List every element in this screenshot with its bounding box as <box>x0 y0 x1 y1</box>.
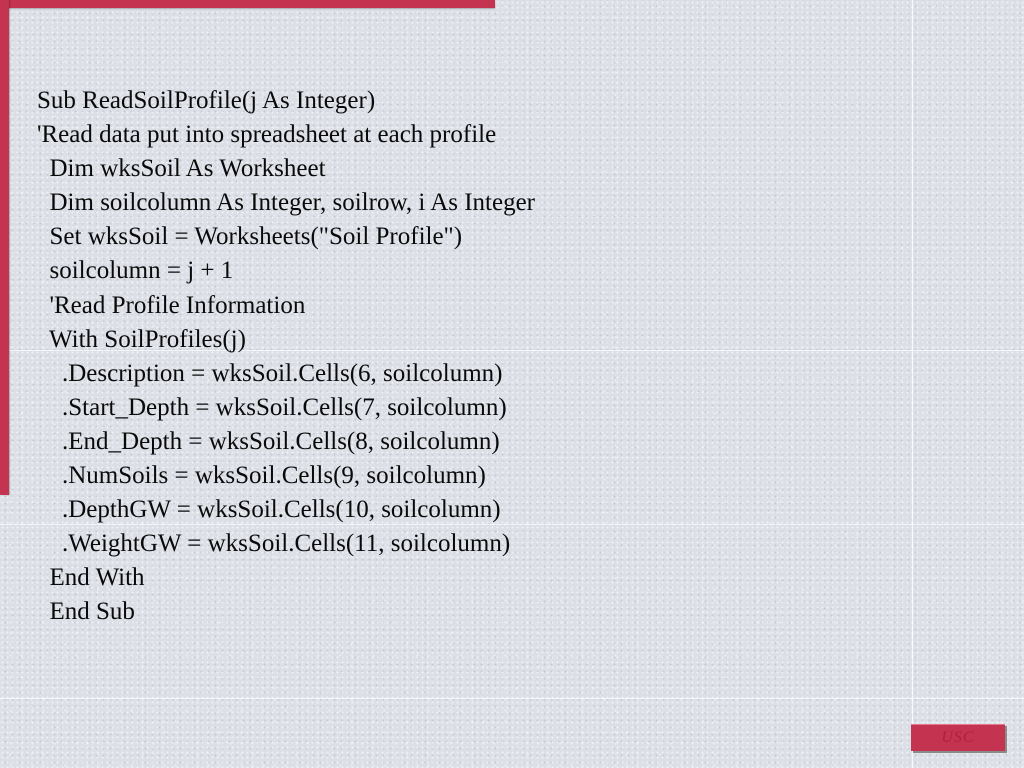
grid-line <box>0 698 1024 699</box>
code-line: .Start_Depth = wksSoil.Cells(7, soilcolumn) <box>37 393 507 421</box>
code-line: soilcolumn = j + 1 <box>37 257 234 285</box>
usc-badge-label: USC <box>941 729 975 746</box>
code-line: .NumSoils = wksSoil.Cells(9, soilcolumn) <box>37 462 486 490</box>
code-line: .WeightGW = wksSoil.Cells(11, soilcolumn) <box>37 530 511 558</box>
code-line: End Sub <box>37 598 135 626</box>
usc-badge[interactable] <box>911 724 1005 751</box>
grid-line <box>912 0 913 768</box>
code-block <box>37 84 897 630</box>
code-line: .Description = wksSoil.Cells(6, soilcolumn) <box>37 359 503 387</box>
code-line: Dim soilcolumn As Integer, soilrow, i As Integer <box>37 189 536 217</box>
code-line: With SoilProfiles(j) <box>37 325 246 353</box>
code-line: 'Read Profile Information <box>37 291 306 319</box>
code-line: Dim wksSoil As Worksheet <box>37 155 326 183</box>
code-line: .End_Depth = wksSoil.Cells(8, soilcolumn) <box>37 427 500 455</box>
code-line: .DepthGW = wksSoil.Cells(10, soilcolumn) <box>37 496 501 524</box>
code-line: Sub ReadSoilProfile(j As Integer) <box>37 87 376 114</box>
accent-bar-left <box>0 0 9 495</box>
code-line: Set wksSoil = Worksheets("Soil Profile") <box>37 223 463 251</box>
code-line: End With <box>37 564 145 592</box>
accent-bar-top <box>0 0 495 8</box>
code-line: 'Read data put into spreadsheet at each profile <box>37 121 497 149</box>
